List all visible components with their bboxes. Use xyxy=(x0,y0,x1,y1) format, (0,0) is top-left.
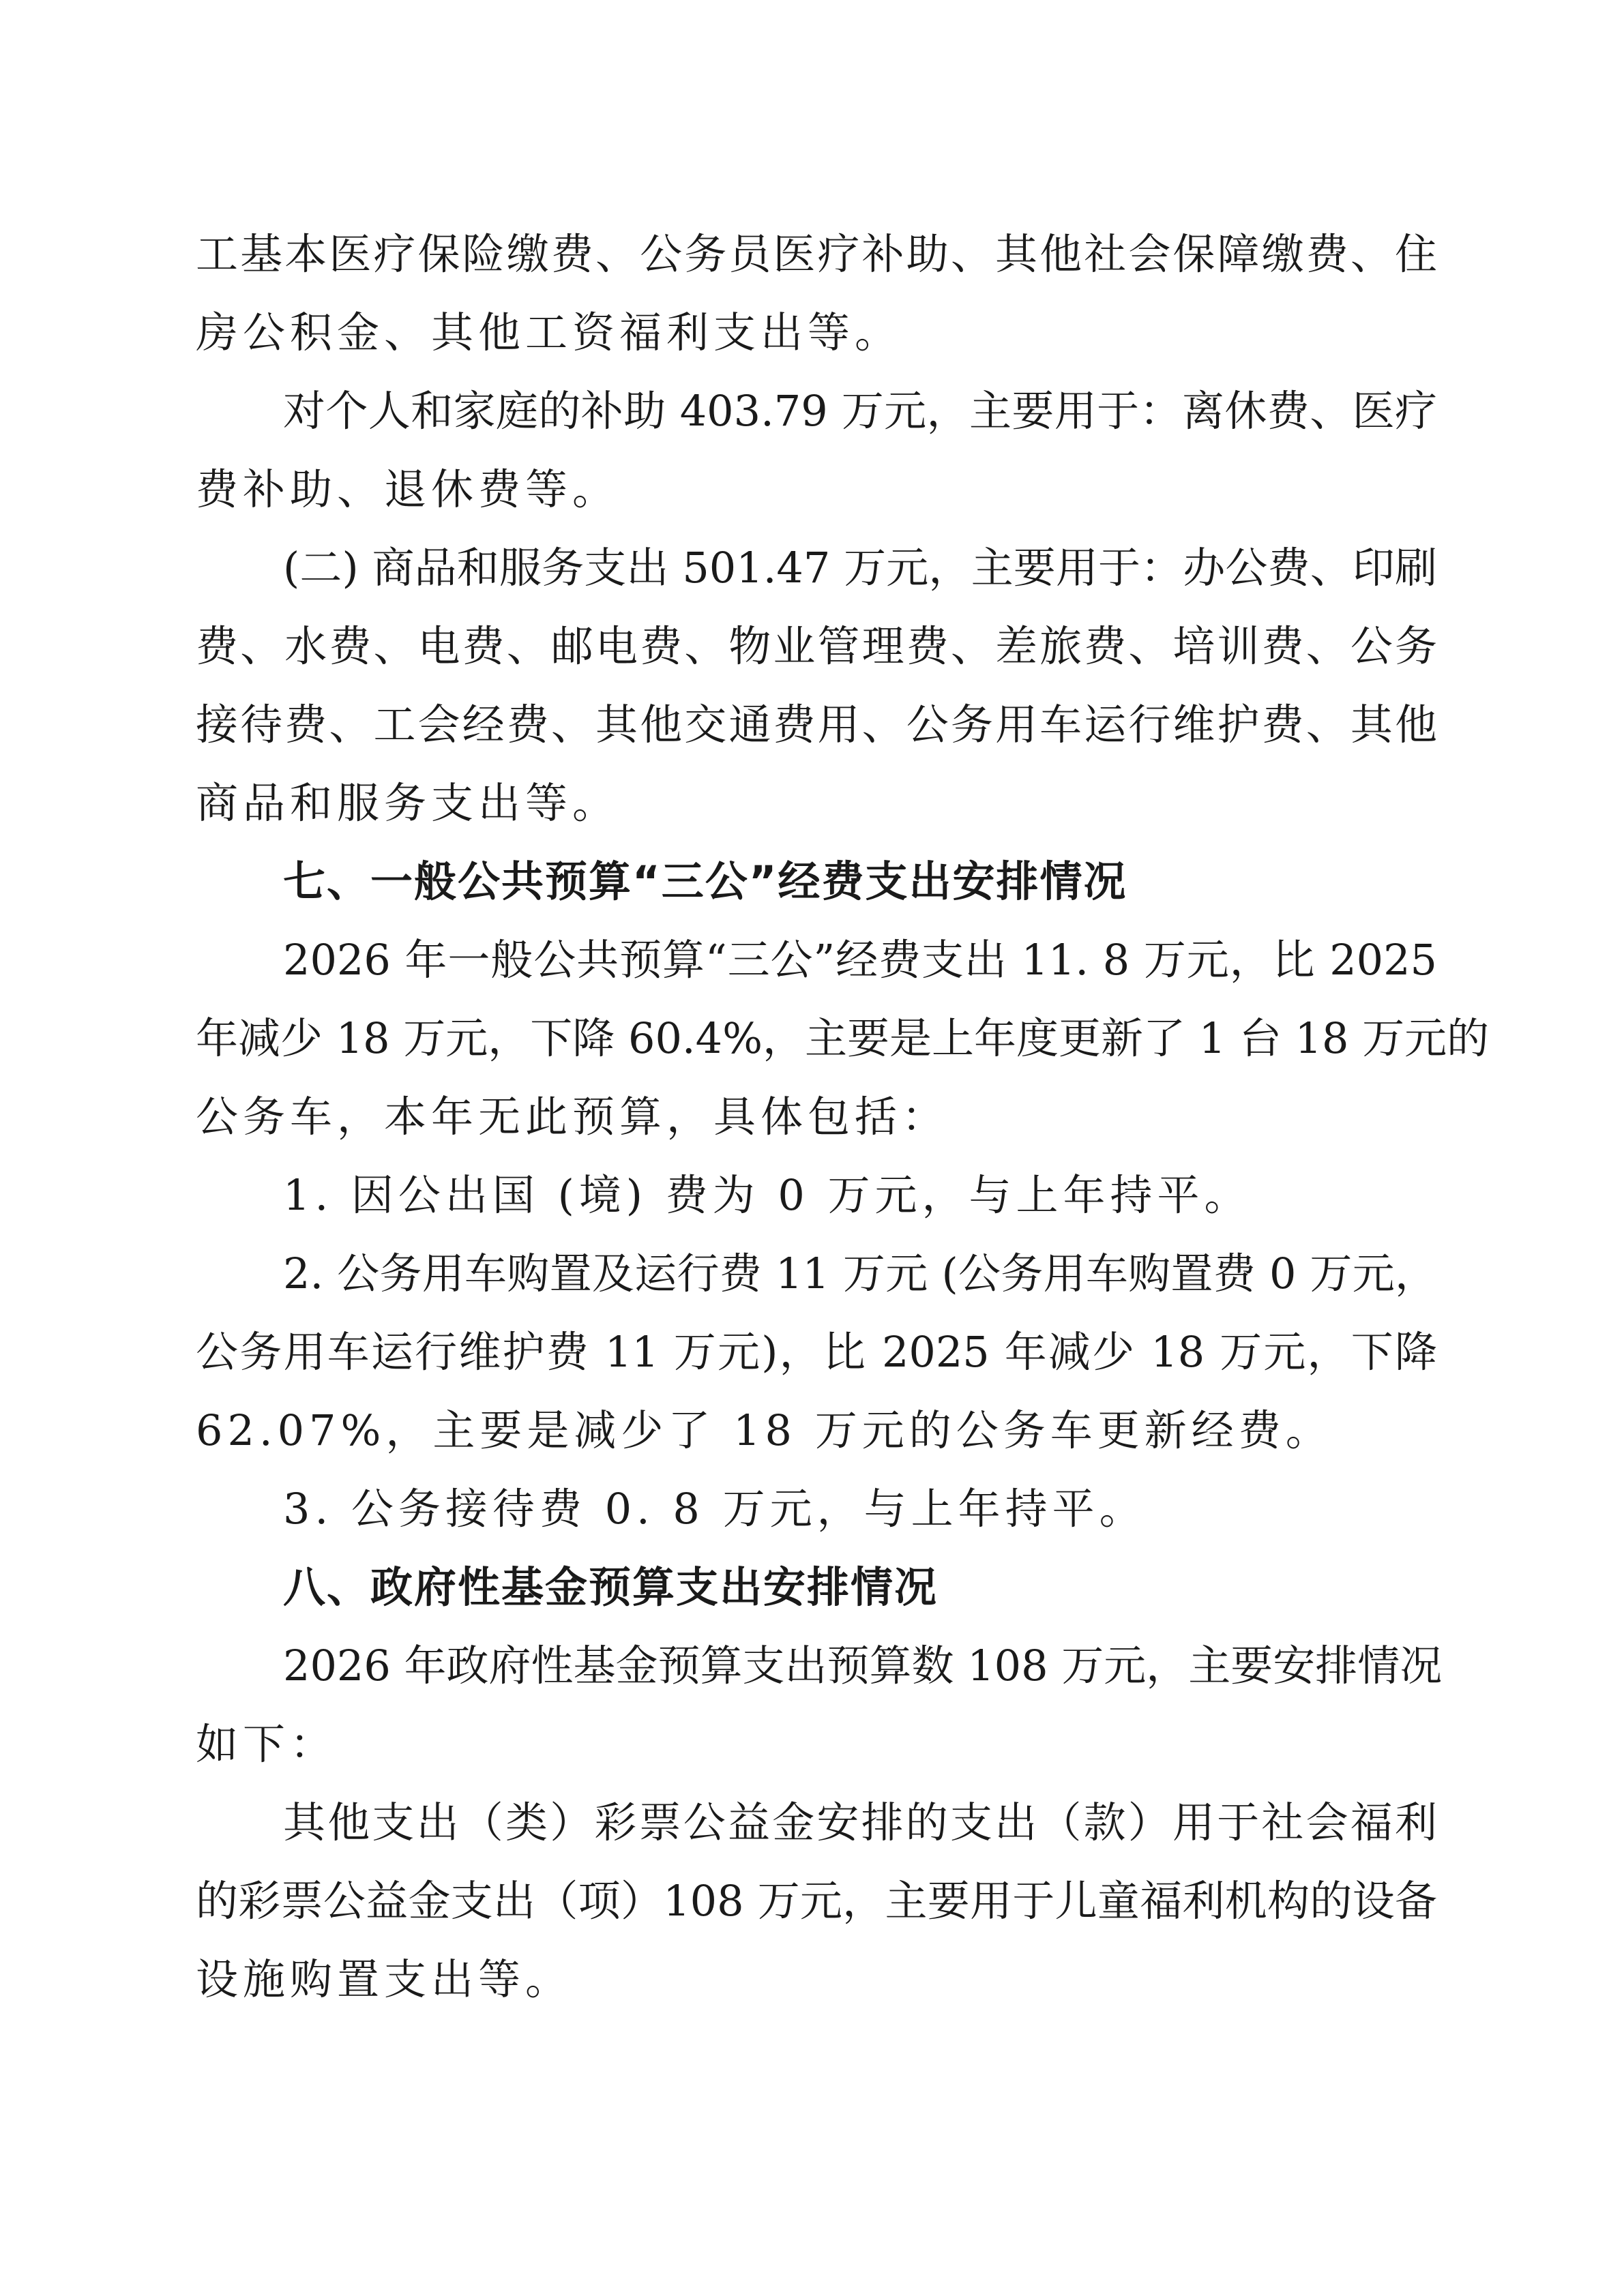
body-text-line: 3. 公务接待费 0. 8 万元，与上年持平。 xyxy=(283,1484,1147,1534)
body-text-line: 对个人和家庭的补助 403.79 万元，主要用于：离休费、医疗 xyxy=(283,386,1437,436)
section-heading: 七、一般公共预算“三公”经费支出安排情况 xyxy=(283,856,1127,906)
body-text-line: 设施购置支出等。 xyxy=(196,1954,573,2004)
body-text-line: 其他支出（类）彩票公益金安排的支出（款）用于社会福利 xyxy=(283,1798,1437,1847)
body-text-line: 公务用车运行维护费 11 万元)，比 2025 年减少 18 万元，下降 xyxy=(196,1327,1437,1377)
body-text-line: 公务车，本年无此预算，具体包括： xyxy=(196,1092,949,1142)
body-text-line: 商品和服务支出等。 xyxy=(196,778,620,828)
section-heading: 八、政府性基金预算支出安排情况 xyxy=(283,1562,939,1612)
body-text-line: 1. 因公出国 (境) 费为 0 万元，与上年持平。 xyxy=(283,1170,1252,1220)
body-text-line: 2. 公务用车购置及运行费 11 万元 (公务用车购置费 0 万元， xyxy=(283,1249,1437,1298)
document-body xyxy=(196,215,1490,2018)
body-text-line: 的彩票公益金支出（项）108 万元，主要用于儿童福利机构的设备 xyxy=(196,1876,1437,1926)
body-text-line: 费补助、退休费等。 xyxy=(196,464,620,514)
body-text-line: 费、水费、电费、邮电费、物业管理费、差旅费、培训费、公务 xyxy=(196,621,1437,671)
body-text-line: (二) 商品和服务支出 501.47 万元，主要用于：办公费、印刷 xyxy=(283,543,1437,593)
body-text-line: 接待费、工会经费、其他交通费用、公务用车运行维护费、其他 xyxy=(196,700,1437,749)
body-text-line: 2026 年一般公共预算“三公”经费支出 11. 8 万元，比 2025 xyxy=(283,935,1437,985)
body-text-line: 年减少 18 万元，下降 60.4%，主要是上年度更新了 1 台 18 万元的 xyxy=(196,1013,1490,1063)
body-text-line: 62.07%，主要是减少了 18 万元的公务车更新经费。 xyxy=(196,1405,1333,1455)
body-text-line: 2026 年政府性基金预算支出预算数 108 万元，主要安排情况 xyxy=(283,1641,1443,1690)
body-text-line: 如下： xyxy=(196,1719,338,1769)
body-text-line: 工基本医疗保险缴费、公务员医疗补助、其他社会保障缴费、住 xyxy=(196,229,1437,279)
body-text-line: 房公积金、其他工资福利支出等。 xyxy=(196,308,902,357)
